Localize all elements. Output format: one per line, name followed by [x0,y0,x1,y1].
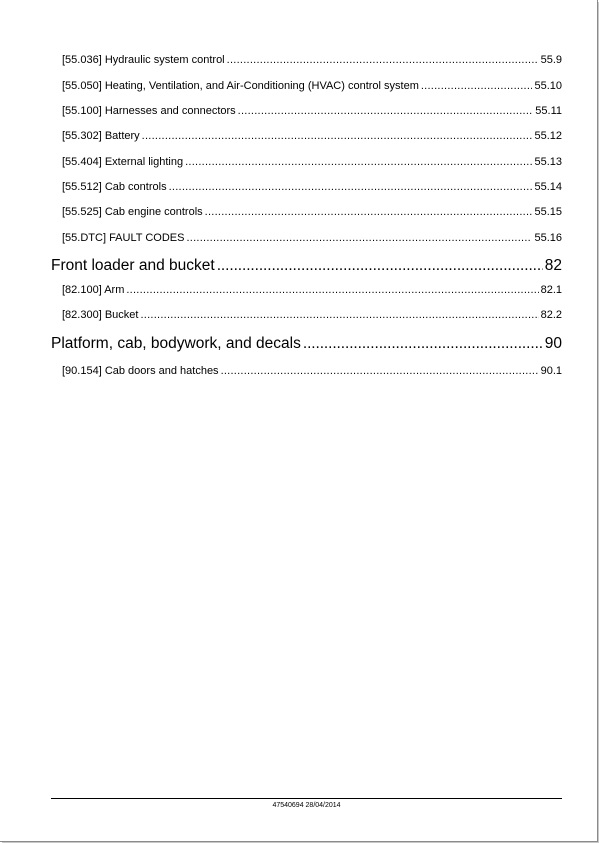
toc-entry-title: [55.036] Hydraulic system control [62,54,225,66]
toc-entry-page: 82.2 [540,309,562,321]
dot-leader [238,104,534,118]
toc-entry-page: 55.13 [534,156,562,168]
toc-entry-55-dtc[interactable] [62,231,562,245]
toc-entry-title: [55.302] Battery [62,130,140,142]
toc-section-title: Front loader and bucket [51,257,215,274]
toc-entry-title: [55.404] External lighting [62,156,184,168]
toc-entry-page: 82.1 [540,284,562,296]
dot-leader [142,129,533,143]
dot-leader [185,155,532,169]
toc-entry-title: [55.512] Cab controls [62,181,167,193]
toc-entry-page: 90.1 [540,365,562,377]
dot-leader [227,53,539,67]
toc-entry-page: 55.15 [534,206,562,218]
dot-leader [303,334,543,354]
toc-section-title: Platform, cab, bodywork, and decals [51,335,301,352]
toc-section-page: 82 [544,257,562,274]
toc-section-page: 90 [544,335,562,352]
toc-entry-title: [55.DTC] FAULT CODES [62,232,185,244]
toc-entry-55-100[interactable] [62,104,562,118]
toc-entry-page: 55.16 [534,232,562,244]
dot-leader [186,231,532,245]
toc-entry-55-036[interactable] [62,53,562,67]
toc-entry-82-300[interactable] [62,308,562,322]
dot-leader [421,79,533,93]
toc-entry-55-302[interactable] [62,129,562,143]
toc-entry-page: 55.9 [540,54,562,66]
toc-entry-55-525[interactable] [62,205,562,219]
toc-entry-90-154[interactable] [62,364,562,378]
toc-section-front-loader[interactable] [51,256,562,276]
toc-section-platform[interactable] [51,334,562,354]
dot-leader [169,180,533,194]
dot-leader [140,308,538,322]
dot-leader [221,364,539,378]
toc-entry-55-050[interactable] [62,79,562,93]
dot-leader [126,283,538,297]
toc-entry-title: [90.154] Cab doors and hatches [62,365,219,377]
toc-entry-title: [82.100] Arm [62,284,125,296]
toc-entry-title: [55.050] Heating, Ventilation, and Air-Conditioning (HVAC) control system [62,80,419,92]
toc-entry-page: 55.11 [535,105,562,117]
toc-entry-55-404[interactable] [62,155,562,169]
toc-entry-title: [55.525] Cab engine controls [62,206,203,218]
footer-rule [51,798,562,799]
toc-entry-page: 55.12 [534,130,562,142]
toc-entry-page: 55.14 [534,181,562,193]
toc-entry-page: 55.10 [534,80,562,92]
toc-entry-title: [55.100] Harnesses and connectors [62,105,236,117]
dot-leader [205,205,533,219]
toc-entry-title: [82.300] Bucket [62,309,139,321]
toc-entry-55-512[interactable] [62,180,562,194]
dot-leader [217,256,543,276]
toc-entry-82-100[interactable] [62,283,562,297]
footer-text: 47540694 28/04/2014 [272,802,341,809]
